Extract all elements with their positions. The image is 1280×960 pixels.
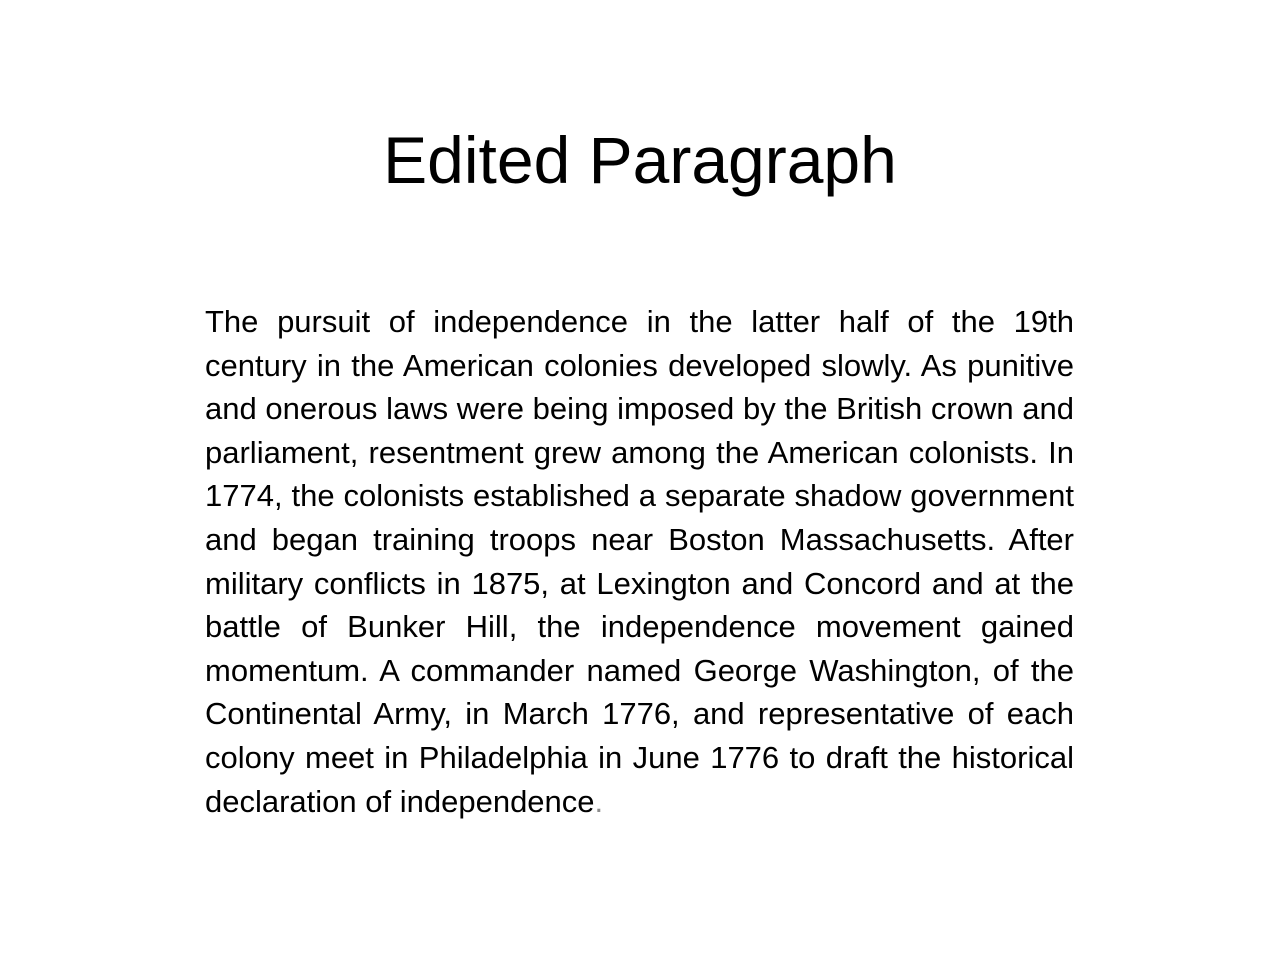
slide-paragraph [205, 300, 1074, 823]
slide-title: Edited Paragraph [383, 123, 897, 197]
paragraph-end-mark: . [594, 783, 604, 819]
paragraph-text: The pursuit of independence in the latter half of the 19th century in the American colonies developed slowly. As punitive and onerous laws were being imposed by the British crown and parliament, resentment grew among the American colonists. In 1774, the colonists established a separate shadow government and began training troops near Boston Massachusetts. After military conflicts in 1875, at Lexington and Concord and at the battle of Bunker Hill, the independence movement gained momentum. A commander named George Washington, of the Continental Army, in March 1776, and representative of each colony meet in Philadelphia in June 1776 to draft the historical declaration of independence [205, 304, 1074, 819]
